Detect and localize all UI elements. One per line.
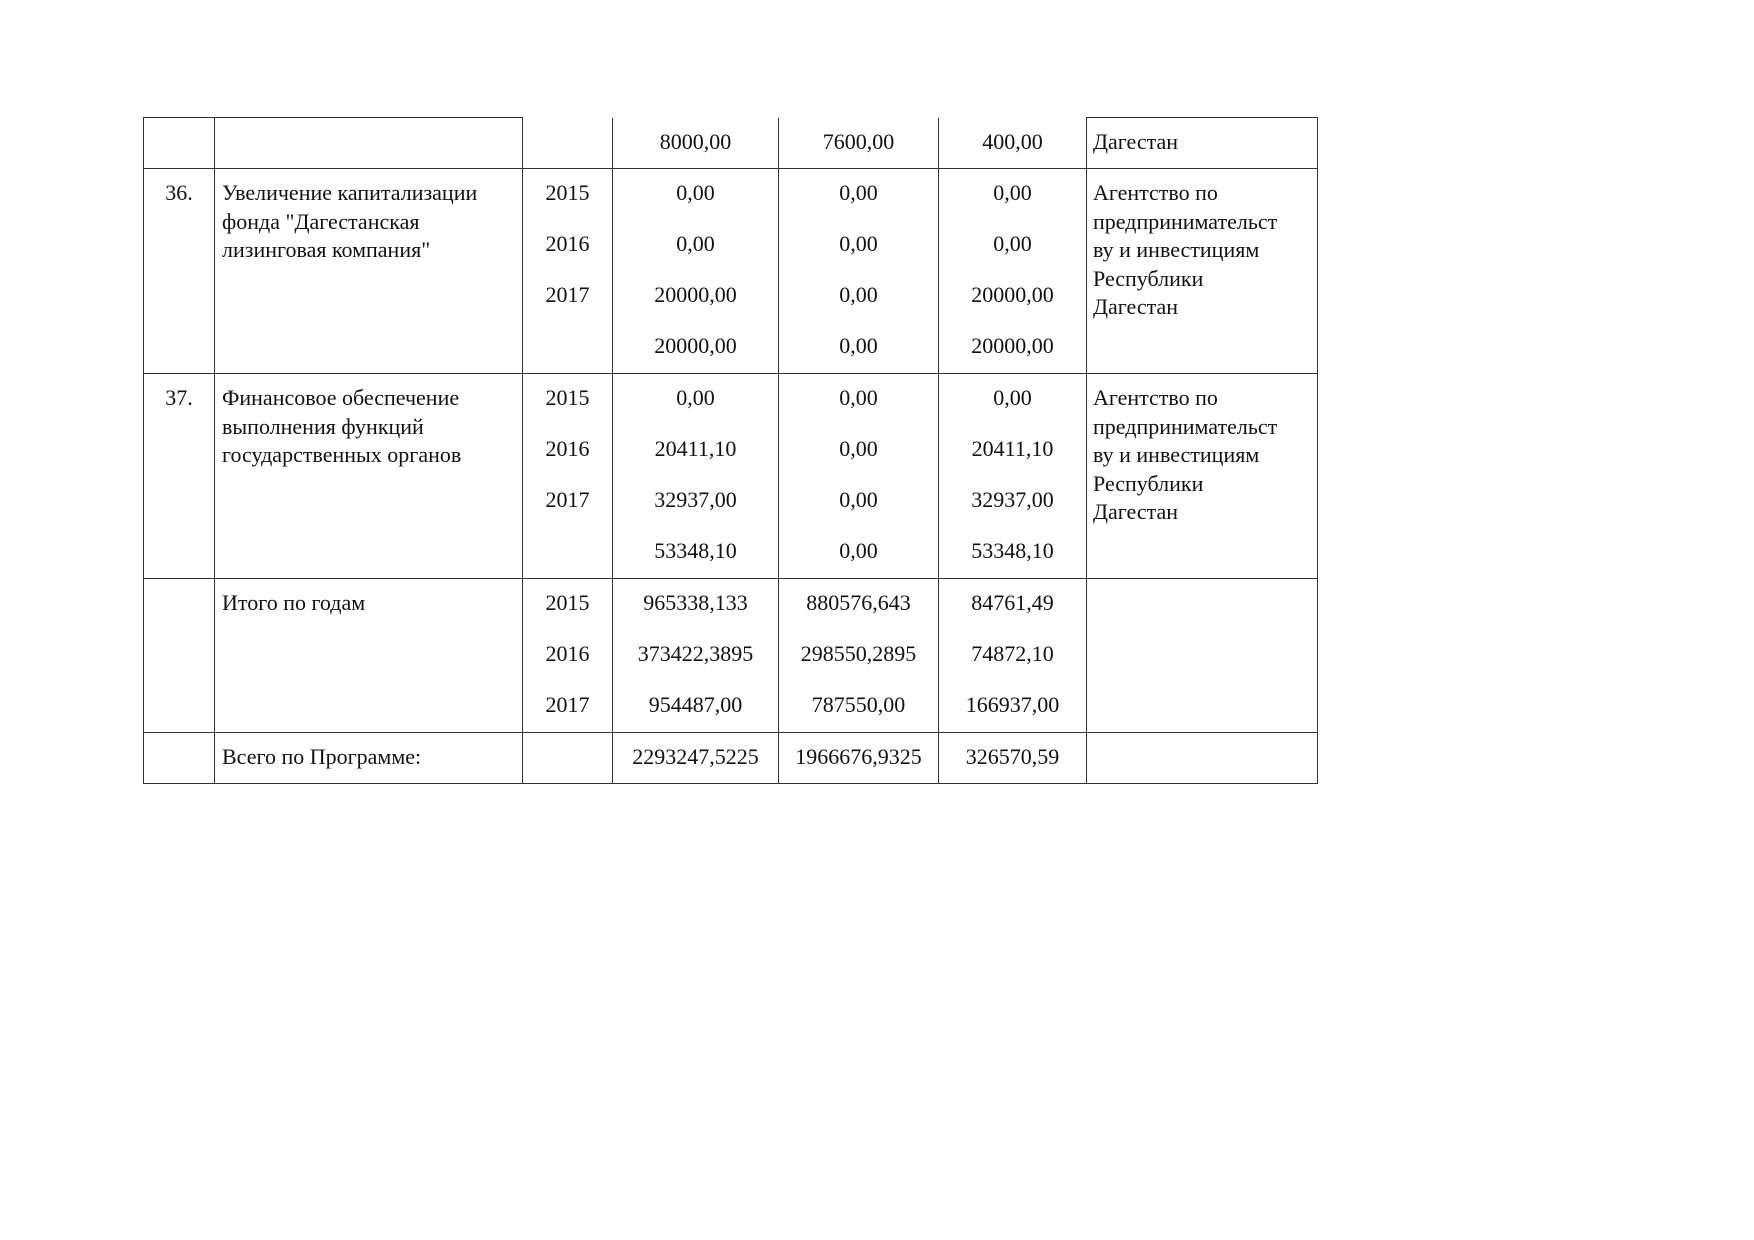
cell-federal [779, 374, 939, 579]
cell-number [144, 169, 215, 374]
year-value: 2016 [545, 641, 590, 666]
cell-executor [1087, 733, 1318, 784]
executor-line: Дагестан [1093, 499, 1179, 524]
cell-number [144, 733, 215, 784]
federal-value: 787550,00 [811, 692, 906, 717]
cell-executor [1087, 169, 1318, 374]
financing-table [143, 117, 1318, 784]
year-value: 2016 [545, 231, 590, 256]
year-value [523, 322, 612, 373]
federal-value: 0,00 [839, 333, 878, 358]
cell-years [523, 169, 613, 374]
total-value: 954487,00 [648, 692, 743, 717]
name-line: Финансовое обеспечение [222, 385, 460, 410]
cell-name [215, 733, 523, 784]
total-value: 2293247,5225 [632, 744, 759, 769]
federal-value: 298550,2895 [800, 641, 917, 666]
federal-value: 0,00 [839, 538, 878, 563]
republic-value: 0,00 [993, 180, 1032, 205]
total-value: 20000,00 [654, 282, 737, 307]
cell-year [523, 118, 613, 169]
cell-name [215, 118, 523, 169]
cell-number [144, 374, 215, 579]
federal-value: 0,00 [839, 231, 878, 256]
year-value: 2015 [545, 385, 590, 410]
federal-value: 0,00 [839, 487, 878, 512]
cell-total [613, 579, 779, 733]
cell-name [215, 579, 523, 733]
total-value: 32937,00 [654, 487, 737, 512]
executor-line: предпринимательст [1093, 413, 1278, 439]
federal-value: 0,00 [839, 436, 878, 461]
cell-name [215, 169, 523, 374]
year-value [523, 527, 612, 578]
cell-republic [939, 374, 1087, 579]
total-value: 0,00 [676, 385, 715, 410]
table-row-carryover [144, 118, 1318, 169]
cell-republic [939, 733, 1087, 784]
cell-executor [1087, 118, 1318, 169]
cell-republic [939, 169, 1087, 374]
republic-value: 20000,00 [971, 282, 1054, 307]
row-label: Всего по Программе: [222, 744, 422, 769]
republic-value: 84761,49 [971, 590, 1054, 615]
year-value: 2017 [545, 487, 590, 512]
federal-value: 0,00 [839, 180, 878, 205]
year-value: 2016 [545, 436, 590, 461]
republic-value: 0,00 [993, 385, 1032, 410]
cell-total [613, 374, 779, 579]
republic-value: 20000,00 [971, 333, 1054, 358]
total-value: 53348,10 [654, 538, 737, 563]
executor-line: Дагестан [1093, 294, 1179, 319]
executor-line: Республики [1093, 265, 1204, 291]
cell-name [215, 374, 523, 579]
executor-text: Дагестан [1093, 129, 1179, 154]
executor-line: Агентство по [1093, 180, 1218, 205]
total-value: 8000,00 [659, 128, 732, 154]
name-line: фонда "Дагестанская [222, 208, 420, 234]
table-row-grand-total [144, 733, 1318, 784]
row-label: Итого по годам [222, 590, 366, 615]
executor-line: Республики [1093, 470, 1204, 496]
total-value: 373422,3895 [637, 641, 754, 666]
year-value: 2015 [545, 590, 590, 615]
cell-year [523, 733, 613, 784]
table-row-item-37 [144, 374, 1318, 579]
cell-number [144, 579, 215, 733]
federal-value: 7600,00 [822, 128, 895, 154]
republic-value: 53348,10 [971, 538, 1054, 563]
republic-value: 0,00 [993, 231, 1032, 256]
cell-federal [779, 169, 939, 374]
executor-line: Агентство по [1093, 385, 1218, 410]
year-value: 2015 [545, 180, 590, 205]
republic-value: 326570,59 [965, 744, 1060, 769]
federal-value: 0,00 [839, 385, 878, 410]
year-value: 2017 [545, 692, 590, 717]
cell-federal [779, 579, 939, 733]
cell-total [613, 733, 779, 784]
republic-value: 166937,00 [965, 692, 1060, 717]
name-line: Увеличение капитализации [222, 180, 478, 205]
table-row-item-36 [144, 169, 1318, 374]
cell-republic [939, 579, 1087, 733]
item-number: 37. [165, 385, 193, 410]
item-number: 36. [165, 180, 193, 205]
table-row-totals-by-year [144, 579, 1318, 733]
executor-line: ву и инвестициям [1093, 442, 1260, 467]
total-value: 0,00 [676, 231, 715, 256]
cell-number [144, 118, 215, 169]
cell-federal [779, 118, 939, 169]
republic-value: 32937,00 [971, 487, 1054, 512]
republic-value: 74872,10 [971, 641, 1054, 666]
total-value: 20000,00 [654, 333, 737, 358]
name-line: лизинговая компания" [222, 237, 431, 262]
executor-line: предпринимательст [1093, 208, 1278, 234]
federal-value: 1966676,9325 [795, 744, 922, 769]
federal-value: 880576,643 [806, 590, 911, 615]
total-value: 20411,10 [654, 436, 737, 461]
total-value: 965338,133 [643, 590, 748, 615]
cell-years [523, 374, 613, 579]
name-line: выполнения функций [222, 413, 424, 439]
total-value: 0,00 [676, 180, 715, 205]
year-value: 2017 [545, 282, 590, 307]
cell-total [613, 118, 779, 169]
federal-value: 0,00 [839, 282, 878, 307]
executor-line: ву и инвестициям [1093, 237, 1260, 262]
name-line: государственных органов [222, 442, 462, 467]
republic-value: 400,00 [982, 128, 1043, 154]
cell-republic [939, 118, 1087, 169]
cell-executor [1087, 374, 1318, 579]
cell-total [613, 169, 779, 374]
cell-federal [779, 733, 939, 784]
cell-years [523, 579, 613, 733]
cell-executor [1087, 579, 1318, 733]
republic-value: 20411,10 [971, 436, 1054, 461]
